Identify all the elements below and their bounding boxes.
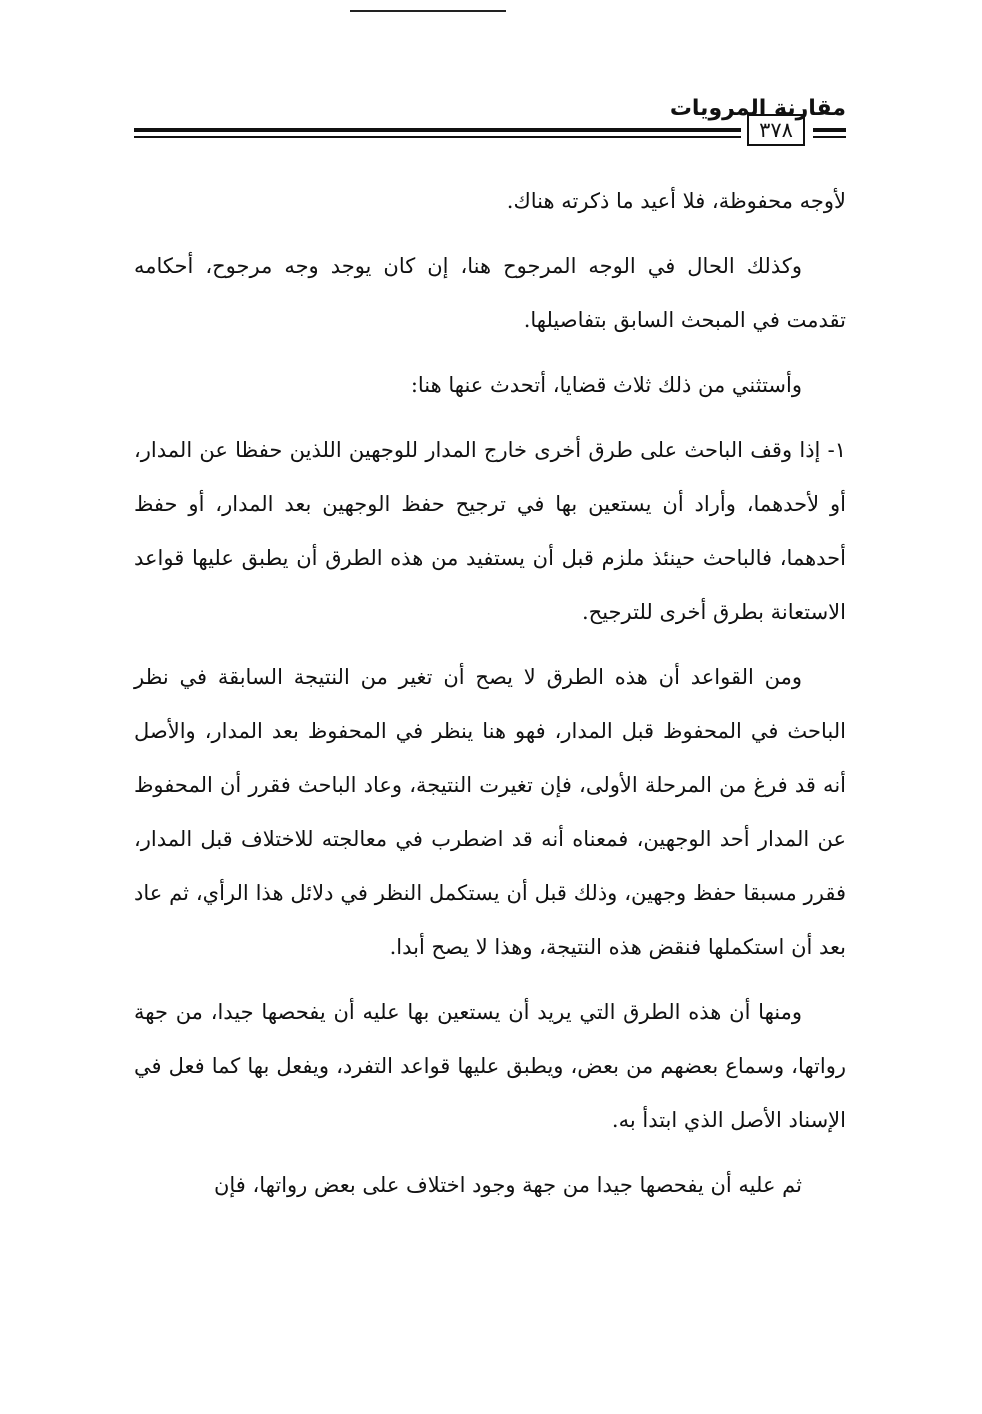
page-number: ٣٧٨ [747, 114, 805, 146]
header-rule-end-thick [813, 128, 846, 132]
header-rule-thick [134, 128, 741, 132]
paragraph: ١- إذا وقف الباحث على طرق أخرى خارج المدار للوجهين اللذين حفظا عن المدار، أو لأحدهما، وأراد أن يستعين بها في ترجيح حفظ الوجهين بعد المدار، أو حفظ أحدهما، فالباحث حينئذ ملزم قبل أن يستفيد من هذه الطرق أن يطبق عليها قواعد الاستعانة بطرق أخرى للترجيح. [134, 438, 846, 624]
header-rule-thin [134, 136, 741, 138]
paragraph: وأستثني من ذلك ثلاث قضايا، أتحدث عنها هنا: [410, 373, 802, 397]
paragraph: لأوجه محفوظة، فلا أعيد ما ذكرته هناك. [506, 189, 846, 213]
paragraph: ومنها أن هذه الطرق التي يريد أن يستعين بها عليه أن يفحصها جيدا، من جهة رواتها، وسماع بعضهم من بعض، ويطبق عليها قواعد التفرد، ويفعل بها كما فعل في الإسناد الأصل الذي ابتدأ به. [134, 1000, 846, 1132]
book-title: مقارنة المرويات [669, 96, 846, 121]
page-header [134, 92, 846, 154]
top-edge-line [350, 10, 506, 12]
page-body [134, 174, 846, 1223]
header-rule-end-thin [813, 136, 846, 138]
paragraph: وكذلك الحال في الوجه المرجوح هنا، إن كان يوجد وجه مرجوح، أحكامه تقدمت في المبحث السابق بتفاصيلها. [134, 254, 846, 332]
paragraph: ثم عليه أن يفحصها جيدا من جهة وجود اختلاف على بعض رواتها، فإن [213, 1173, 802, 1197]
paragraph: ومن القواعد أن هذه الطرق لا يصح أن تغير من النتيجة السابقة في نظر الباحث في المحفوظ قبل المدار، فهو هنا ينظر في المحفوظ بعد المدار، والأصل أنه قد فرغ من المرحلة الأولى، فإن تغيرت النتيجة، وعاد الباحث فقرر أن المحفوظ عن المدار أحد الوجهين، فمعناه أنه قد اضطرب في معالجته للاختلاف قبل المدار، فقرر مسبقا حفظ وجهين، وذلك قبل أن يستكمل النظر في دلائل هذا الرأي، ثم عاد بعد أن استكملها فنقض هذه النتيجة، وهذا لا يصح أبدا. [134, 665, 846, 959]
